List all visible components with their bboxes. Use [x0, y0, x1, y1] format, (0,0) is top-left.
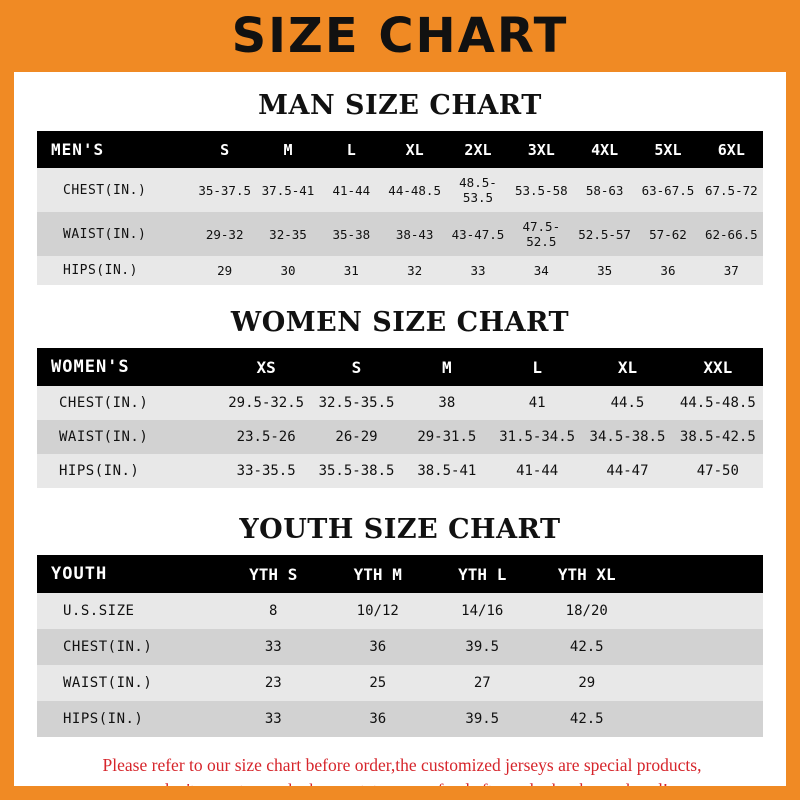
cell-empty [639, 665, 763, 701]
cell: 47.5-52.5 [510, 212, 573, 256]
women-table-body [37, 386, 763, 488]
women-table-header [37, 348, 763, 386]
cell: 29 [193, 256, 256, 285]
header-cell-yth-s: YTH S [221, 555, 326, 593]
cell: 14/16 [430, 593, 535, 629]
table-row [37, 212, 763, 256]
cell: 31.5-34.5 [492, 420, 582, 454]
man-section-title: MAN SIZE CHART [258, 90, 542, 121]
youth-section-title: YOUTH SIZE CHART [239, 514, 561, 545]
cell: 23 [221, 665, 326, 701]
cell: 63-67.5 [636, 168, 699, 212]
cell: 38-43 [383, 212, 446, 256]
cell: 47-50 [673, 454, 763, 488]
page-title: SIZE CHART [231, 8, 569, 64]
header-cell-yth-m: YTH M [326, 555, 431, 593]
header-cell-m: M [402, 348, 492, 386]
row-label-waist: WAIST(IN.) [37, 420, 221, 454]
note-line-1: Please refer to our size chart before order,the customized jerseys are special products, [102, 755, 702, 775]
cell: 32.5-35.5 [311, 386, 401, 420]
man-table-header [37, 131, 763, 168]
cell-empty [639, 593, 763, 629]
youth-table-body [37, 593, 763, 737]
chart-content [14, 90, 786, 804]
header-cell-xl: XL [582, 348, 672, 386]
cell: 58-63 [573, 168, 636, 212]
cell: 35 [573, 256, 636, 285]
cell: 32 [383, 256, 446, 285]
cell: 29-31.5 [402, 420, 492, 454]
youth-size-table [37, 555, 763, 737]
cell-empty [639, 701, 763, 737]
top-banner [0, 0, 800, 72]
header-cell-mens: MEN'S [37, 131, 193, 168]
women-size-table [37, 348, 763, 488]
cell: 41-44 [320, 168, 383, 212]
table-row [37, 629, 763, 665]
cell: 34 [510, 256, 573, 285]
row-label-waist: WAIST(IN.) [37, 212, 193, 256]
cell: 33 [221, 629, 326, 665]
cell: 39.5 [430, 629, 535, 665]
cell: 53.5-58 [510, 168, 573, 212]
cell: 33 [221, 701, 326, 737]
cell: 67.5-72 [700, 168, 763, 212]
table-row [37, 665, 763, 701]
cell: 39.5 [430, 701, 535, 737]
cell: 29-32 [193, 212, 256, 256]
table-row [37, 256, 763, 285]
man-table-body [37, 168, 763, 285]
row-label-chest: CHEST(IN.) [37, 629, 221, 665]
header-cell-spacer [639, 555, 763, 593]
cell: 44-47 [582, 454, 672, 488]
cell: 29 [535, 665, 640, 701]
cell: 42.5 [535, 701, 640, 737]
header-cell-xxl: XXL [673, 348, 763, 386]
cell: 41-44 [492, 454, 582, 488]
header-cell-womens: WOMEN'S [37, 348, 221, 386]
table-row [37, 168, 763, 212]
man-size-table [37, 131, 763, 285]
cell: 62-66.5 [700, 212, 763, 256]
row-label-chest: CHEST(IN.) [37, 386, 221, 420]
cell: 33 [446, 256, 509, 285]
cell: 34.5-38.5 [582, 420, 672, 454]
cell: 38.5-42.5 [673, 420, 763, 454]
header-cell-4xl: 4XL [573, 131, 636, 168]
cell: 8 [221, 593, 326, 629]
header-cell-l: L [320, 131, 383, 168]
cell: 43-47.5 [446, 212, 509, 256]
cell: 44.5 [582, 386, 672, 420]
table-header-row [37, 555, 763, 593]
header-cell-youth: YOUTH [37, 555, 221, 593]
row-label-hips: HIPS(IN.) [37, 701, 221, 737]
cell: 41 [492, 386, 582, 420]
header-cell-2xl: 2XL [446, 131, 509, 168]
cell: 35-37.5 [193, 168, 256, 212]
table-row [37, 386, 763, 420]
table-row [37, 593, 763, 629]
header-cell-yth-l: YTH L [430, 555, 535, 593]
row-label-waist: WAIST(IN.) [37, 665, 221, 701]
cell: 57-62 [636, 212, 699, 256]
header-cell-5xl: 5XL [636, 131, 699, 168]
cell: 38.5-41 [402, 454, 492, 488]
cell: 31 [320, 256, 383, 285]
cell: 23.5-26 [221, 420, 311, 454]
table-header-row [37, 348, 763, 386]
cell: 44-48.5 [383, 168, 446, 212]
cell: 36 [636, 256, 699, 285]
table-header-row [37, 131, 763, 168]
cell: 26-29 [311, 420, 401, 454]
cell: 37.5-41 [256, 168, 319, 212]
cell: 38 [402, 386, 492, 420]
cell: 27 [430, 665, 535, 701]
header-cell-xl: XL [383, 131, 446, 168]
cell: 35.5-38.5 [311, 454, 401, 488]
header-cell-s: S [311, 348, 401, 386]
cell: 33-35.5 [221, 454, 311, 488]
row-label-us-size: U.S.SIZE [37, 593, 221, 629]
cell: 42.5 [535, 629, 640, 665]
header-cell-l: L [492, 348, 582, 386]
cell: 18/20 [535, 593, 640, 629]
cell: 35-38 [320, 212, 383, 256]
header-cell-s: S [193, 131, 256, 168]
cell: 10/12 [326, 593, 431, 629]
cell: 25 [326, 665, 431, 701]
row-label-chest: CHEST(IN.) [37, 168, 193, 212]
cell: 32-35 [256, 212, 319, 256]
cell: 30 [256, 256, 319, 285]
bottom-banner [14, 786, 786, 800]
cell: 37 [700, 256, 763, 285]
cell: 44.5-48.5 [673, 386, 763, 420]
header-cell-m: M [256, 131, 319, 168]
table-row [37, 420, 763, 454]
cell-empty [639, 629, 763, 665]
women-section-title: WOMEN SIZE CHART [230, 307, 570, 338]
table-row [37, 454, 763, 488]
header-cell-3xl: 3XL [510, 131, 573, 168]
youth-table-header [37, 555, 763, 593]
row-label-hips: HIPS(IN.) [37, 454, 221, 488]
cell: 36 [326, 701, 431, 737]
table-row [37, 701, 763, 737]
row-label-hips: HIPS(IN.) [37, 256, 193, 285]
cell: 29.5-32.5 [221, 386, 311, 420]
cell: 36 [326, 629, 431, 665]
cell: 48.5-53.5 [446, 168, 509, 212]
header-cell-yth-xl: YTH XL [535, 555, 640, 593]
header-cell-xs: XS [221, 348, 311, 386]
header-cell-6xl: 6XL [700, 131, 763, 168]
cell: 52.5-57 [573, 212, 636, 256]
